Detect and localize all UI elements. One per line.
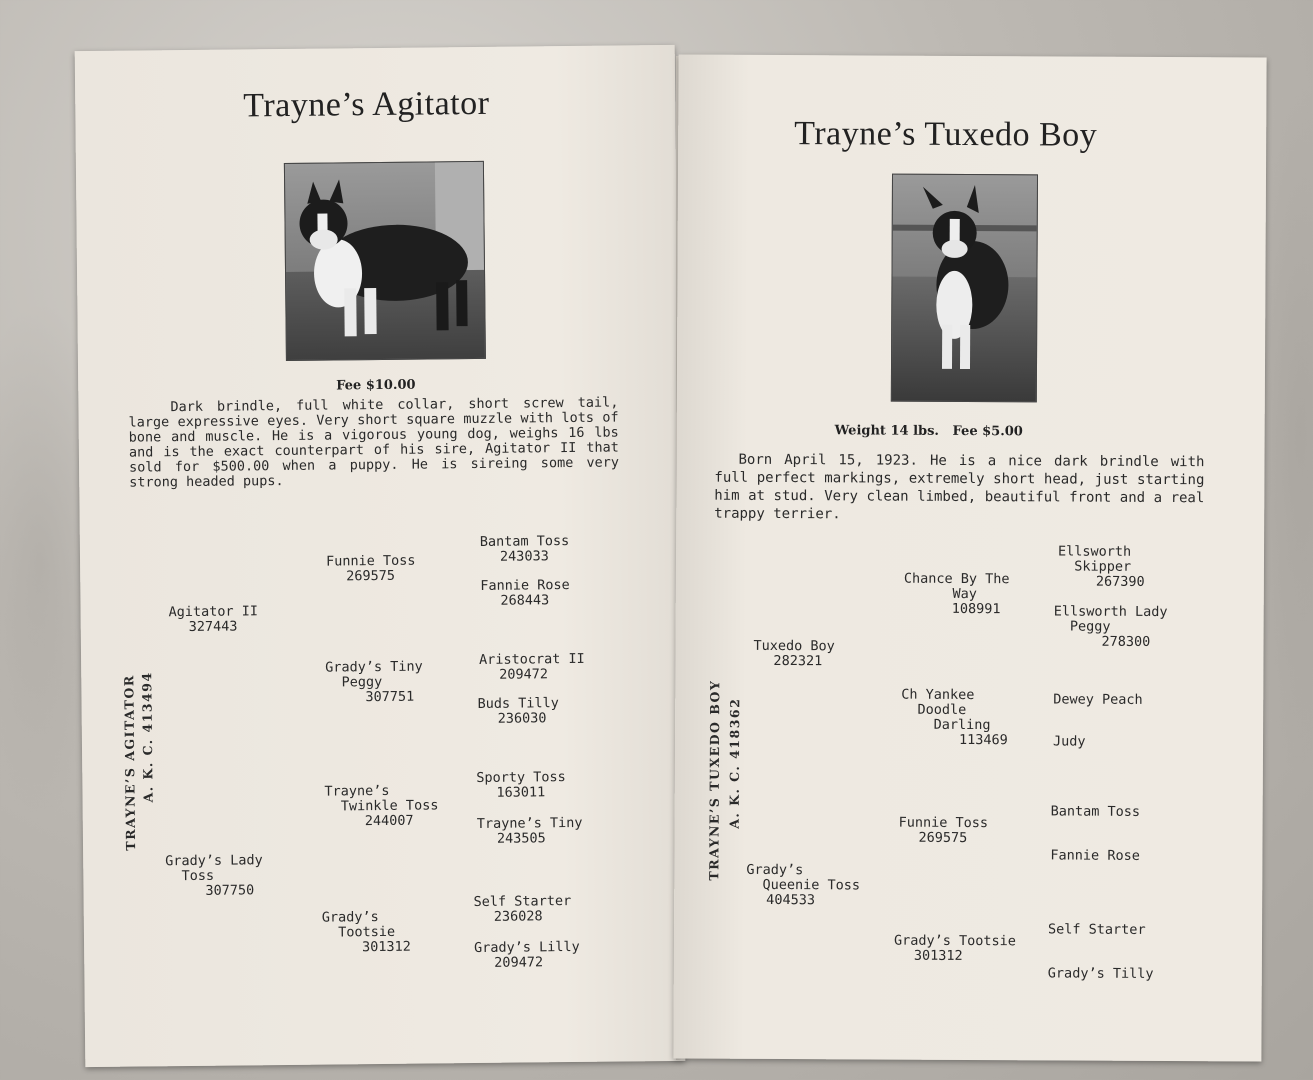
agitator-vertical-reg: A. K. C. 413494 <box>139 671 156 803</box>
pedigree-gen3: Bantam Toss 243033 <box>479 533 570 565</box>
tuxedo-vertical-name: TRAYNE’S TUXEDO BOY <box>706 679 723 881</box>
pedigree-sire: Agitator II 327443 <box>168 603 259 636</box>
pedigree-gen2: Grady’s Tootsie 301312 <box>321 909 411 956</box>
agitator-vertical-name: TRAYNE’S AGITATOR <box>121 674 139 851</box>
pedigree-gen3: Grady’s Tilly <box>1047 965 1154 982</box>
tuxedo-weight-fee: Weight 14 lbs. Fee $5.00 <box>834 423 1023 440</box>
right-page <box>673 54 1266 1061</box>
pedigree-gen3: Sporty Toss 163011 <box>476 769 566 801</box>
pedigree-gen2: Ch Yankee Doodle Darling 113469 <box>901 686 1008 749</box>
pedigree-gen3: Judy <box>1052 733 1086 750</box>
pedigree-gen3: Buds Tilly 236030 <box>477 695 559 727</box>
pedigree-gen2: Grady’s Tiny Peggy 307751 <box>325 658 423 706</box>
pedigree-gen3: Grady’s Lilly 209472 <box>474 938 580 971</box>
tuxedo-boy-photo <box>891 174 1038 403</box>
pedigree-gen2: Grady’s Tootsie 301312 <box>893 932 1016 964</box>
pedigree-gen3: Self Starter 236028 <box>473 893 572 925</box>
pedigree-gen3: Ellsworth Lady Peggy 278300 <box>1053 603 1168 650</box>
pedigree-gen3: Fannie Rose 268443 <box>480 577 570 609</box>
left-title: Trayne’s Agitator <box>243 84 490 125</box>
pedigree-gen2: Trayne’s Twinkle Toss 244007 <box>324 782 439 830</box>
pedigree-gen3: Aristocrat II 209472 <box>479 650 585 683</box>
dog-image <box>285 162 485 360</box>
tuxedo-vertical-reg: A. K. C. 418362 <box>726 697 743 829</box>
pedigree-sire: Tuxedo Boy 282321 <box>753 637 835 670</box>
pedigree-gen3: Ellsworth Skipper 267390 <box>1057 543 1145 590</box>
left-page <box>75 45 686 1067</box>
agitator-fee: Fee $10.00 <box>336 377 416 394</box>
pedigree-gen2: Funnie Toss 269575 <box>898 814 989 846</box>
pedigree-dam: Grady’s Lady Toss 307750 <box>165 852 263 899</box>
agitator-description: Dark brindle, full white collar, short screw tail, large expressive eyes. Very short square muzzle with lots of bone and muscle. He is a vigorous young dog, weighs 16 lbs and is the exact counterpart of his sire, Agitator II that sold for $500.00 when a puppy. He is sireing some very strong headed pups. <box>128 394 620 491</box>
agitator-photo <box>284 161 486 361</box>
pedigree-gen3: Trayne’s Tiny 243505 <box>476 814 583 847</box>
pedigree-gen2: Chance By The Way 108991 <box>903 570 1010 618</box>
pedigree-gen3: Self Starter <box>1048 921 1146 938</box>
pedigree-gen3: Dewey Peach <box>1053 691 1143 708</box>
pedigree-gen3: Bantam Toss <box>1050 803 1141 820</box>
right-title: Trayne’s Tuxedo Boy <box>794 115 1098 154</box>
pedigree-gen3: Fannie Rose <box>1050 847 1140 864</box>
tuxedo-description: Born April 15, 1923. He is a nice dark brindle with full perfect markings, extremely short head, just starting him at stud. Very clean limbed, beautiful front and a real trappy terrier. <box>714 451 1205 523</box>
dog-image <box>892 175 1037 402</box>
pedigree-gen2: Funnie Toss 269575 <box>325 552 416 585</box>
pedigree-dam: Grady’s Queenie Toss 404533 <box>746 861 861 909</box>
